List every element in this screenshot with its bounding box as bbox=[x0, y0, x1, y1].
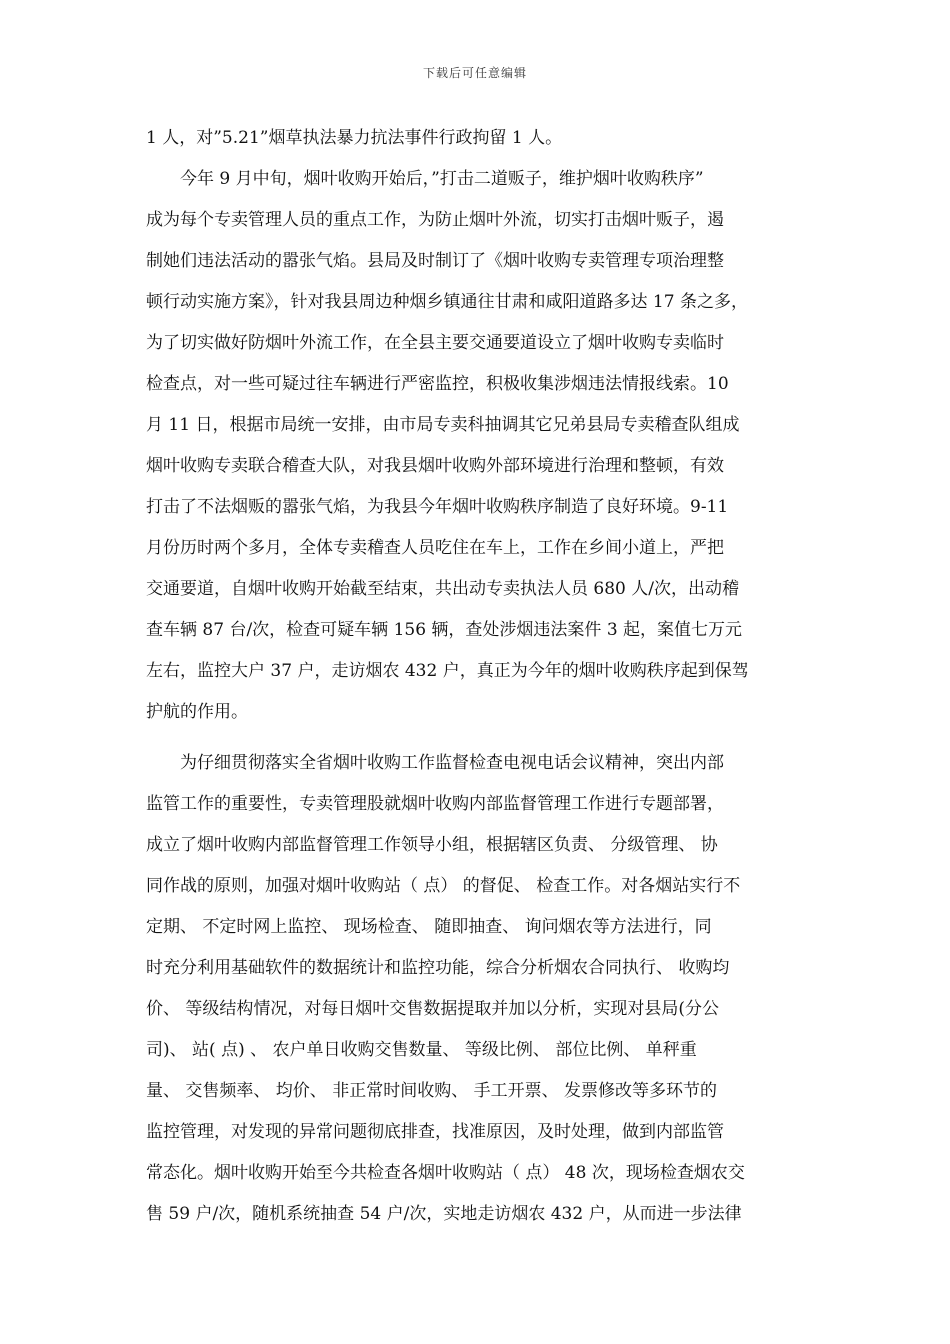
paragraph-gap bbox=[146, 733, 806, 743]
text-line: 1 人，对”5.21”烟草执法暴力抗法事件行政拘留 1 人。 bbox=[146, 128, 563, 148]
text-line: 量、 交售频率、 均价、 非正常时间收购、 手工开票、 发票修改等多环节的 bbox=[146, 1081, 718, 1101]
text-line: 价、 等级结构情况，对每日烟叶交售数据提取并加以分析，实现对县局(分公 bbox=[146, 999, 720, 1019]
text-line: 定期、 不定时网上监控、 现场检查、 随即抽查、 询问烟农等方法进行，同 bbox=[146, 917, 712, 937]
text-line: 护航的作用。 bbox=[146, 702, 248, 722]
text-line: 检查点，对一些可疑过往车辆进行严密监控，积极收集涉烟违法情报线索。10 bbox=[146, 374, 729, 394]
text-line: 售 59 户/次，随机系统抽查 54 户/次，实地走访烟农 432 户，从而进一步法律 bbox=[146, 1204, 742, 1224]
text-line: 月份历时两个多月，全体专卖稽查人员吃住在车上，工作在乡间小道上，严把 bbox=[146, 538, 724, 558]
text-line: 成为每个专卖管理人员的重点工作，为防止烟叶外流，切实打击烟叶贩子，遏 bbox=[146, 210, 724, 230]
document-body bbox=[146, 118, 806, 1235]
text-line: 左右，监控大户 37 户，走访烟农 432 户，真正为今年的烟叶收购秩序起到保驾 bbox=[146, 661, 749, 681]
text-line: 司)、 站( 点) 、 农户单日收购交售数量、 等级比例、 部位比例、 单秤重 bbox=[146, 1040, 697, 1060]
text-line: 常态化。烟叶收购开始至今共检查各烟叶收购站（ 点） 48 次，现场检查烟农交 bbox=[146, 1163, 745, 1183]
text-line: 时充分利用基础软件的数据统计和监控功能，综合分析烟农合同执行、 收购均 bbox=[146, 958, 730, 978]
text-line: 监管工作的重要性，专卖管理股就烟叶收购内部监督管理工作进行专题部署， bbox=[146, 794, 724, 814]
text-line: 月 11 日，根据市局统一安排，由市局专卖科抽调其它兄弟县局专卖稽查队组成 bbox=[146, 415, 740, 435]
text-line: 查车辆 87 台/次，检查可疑车辆 156 辆，查处涉烟违法案件 3 起，案值七万元 bbox=[146, 620, 743, 640]
text-line: 今年 9 月中旬，烟叶收购开始后，”打击二道贩子，维护烟叶收购秩序” bbox=[146, 169, 704, 189]
paragraph bbox=[146, 159, 806, 733]
page-header: 下载后可任意编辑 bbox=[422, 66, 527, 80]
text-line: 成立了烟叶收购内部监督管理工作领导小组，根据辖区负责、 分级管理、 协 bbox=[146, 835, 718, 855]
text-line: 为仔细贯彻落实全省烟叶收购工作监督检查电视电话会议精神，突出内部 bbox=[146, 753, 724, 773]
text-line: 同作战的原则，加强对烟叶收购站（ 点） 的督促、 检查工作。对各烟站实行不 bbox=[146, 876, 741, 896]
text-line: 烟叶收购专卖联合稽查大队，对我县烟叶收购外部环境进行治理和整顿，有效 bbox=[146, 456, 724, 476]
text-line: 顿行动实施方案》，针对我县周边种烟乡镇通往甘肃和咸阳道路多达 17 条之多， bbox=[146, 292, 748, 312]
paragraph bbox=[146, 743, 806, 1235]
paragraph bbox=[146, 118, 806, 159]
text-line: 交通要道，自烟叶收购开始截至结束，共出动专卖执法人员 680 人/次，出动稽 bbox=[146, 579, 739, 599]
text-line: 为了切实做好防烟叶外流工作，在全县主要交通要道设立了烟叶收购专卖临时 bbox=[146, 333, 724, 353]
text-line: 制她们违法活动的嚣张气焰。县局及时制订了《烟叶收购专卖管理专项治理整 bbox=[146, 251, 724, 271]
text-line: 打击了不法烟贩的嚣张气焰，为我县今年烟叶收购秩序制造了良好环境。9-11 bbox=[146, 497, 729, 517]
text-line: 监控管理，对发现的异常问题彻底排查，找准原因，及时处理，做到内部监管 bbox=[146, 1122, 724, 1142]
